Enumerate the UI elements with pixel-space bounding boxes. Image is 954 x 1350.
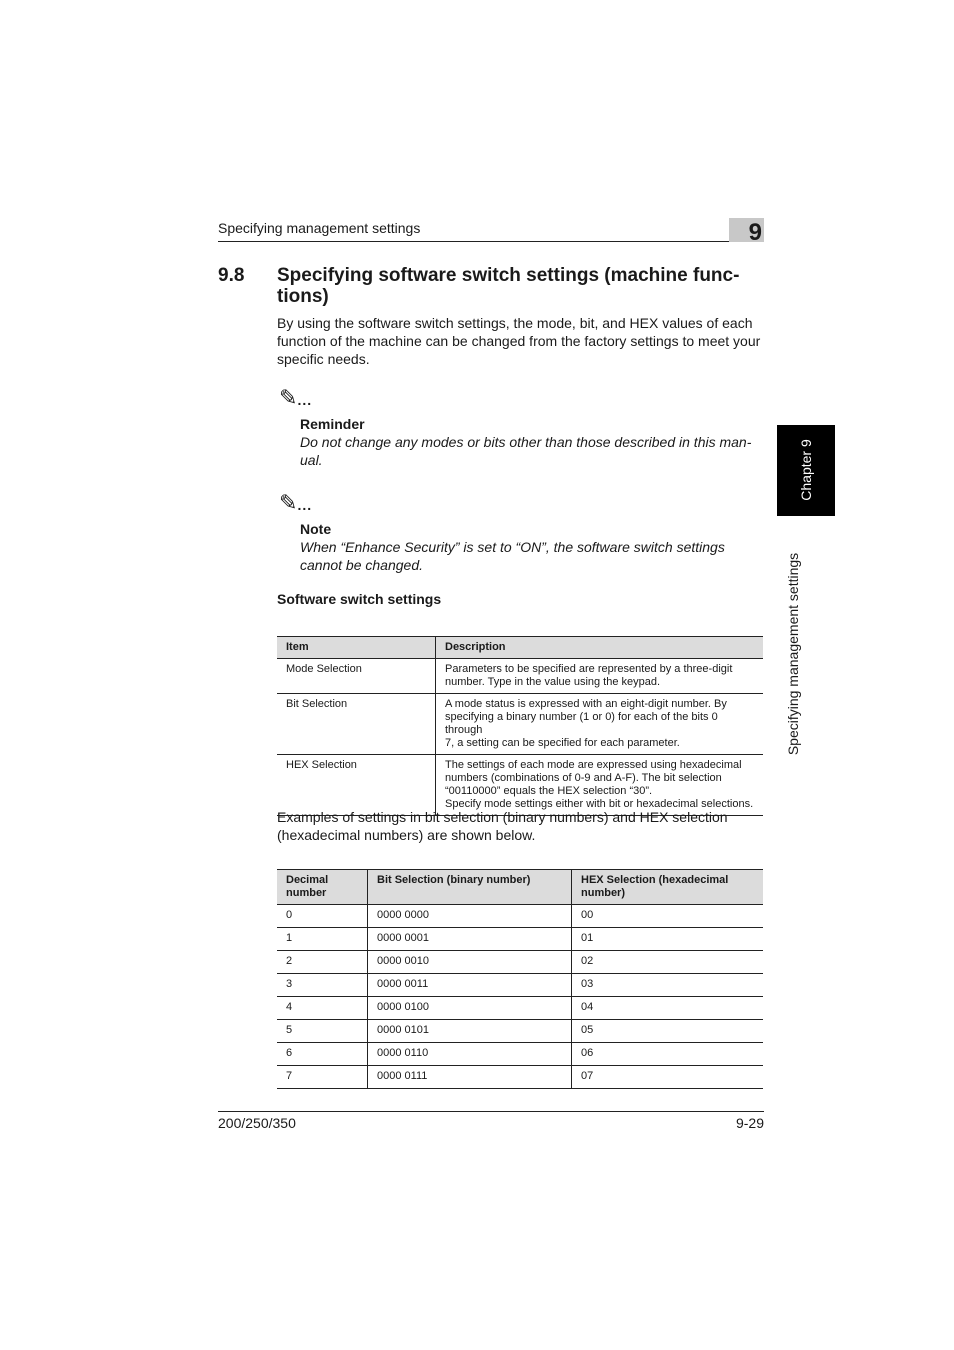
description-line: 7, a setting can be specified for each parameter. bbox=[445, 737, 680, 749]
item-cell: Mode Selection bbox=[277, 659, 436, 694]
column-header-hex: HEX Selection (hexadecimal number) bbox=[572, 870, 764, 905]
intro-paragraph: By using the software switch settings, the mode, bit, and HEX values of each function of the machine can be changed from the factory settings to meet your specific needs. bbox=[277, 315, 761, 367]
switch-settings-table bbox=[277, 636, 763, 816]
table-row bbox=[277, 659, 763, 694]
pencil-icon: ✎ bbox=[279, 385, 298, 410]
table-heading: Software switch settings bbox=[277, 591, 442, 607]
reminder-text: Do not change any modes or bits other than those described in this man-ual. bbox=[300, 434, 752, 468]
description-line: number. Type in the value using the keypad. bbox=[445, 676, 661, 688]
table-row bbox=[277, 755, 763, 816]
note-icon-group bbox=[279, 492, 312, 515]
table-row: 0 0000 0000 00 bbox=[277, 905, 763, 928]
section-number: 9.8 bbox=[218, 265, 245, 286]
note-label: Note bbox=[300, 521, 332, 537]
column-header-decimal: Decimal number bbox=[277, 870, 368, 905]
footer-model: 200/250/350 bbox=[218, 1115, 296, 1131]
column-header-item: Item bbox=[277, 637, 436, 659]
description-cell bbox=[436, 755, 764, 816]
side-section-label: Specifying management settings bbox=[785, 552, 801, 756]
description-line: The settings of each mode are expressed using hexadecimal bbox=[445, 759, 742, 771]
reminder-label: Reminder bbox=[300, 416, 365, 432]
reminder-dots: ... bbox=[297, 392, 313, 408]
table-row: 6 0000 0110 06 bbox=[277, 1043, 763, 1066]
table-row: 1 0000 0001 01 bbox=[277, 928, 763, 951]
footer-rule bbox=[218, 1111, 764, 1112]
note-text: When “Enhance Security” is set to “ON”, the software switch settings cannot be changed. bbox=[300, 539, 725, 573]
description-line: A mode status is expressed with an eight-digit number. By bbox=[445, 698, 727, 710]
item-cell: HEX Selection bbox=[277, 755, 436, 816]
examples-table bbox=[277, 869, 763, 1089]
note-dots: ... bbox=[297, 497, 313, 513]
description-line: Parameters to be specified are represented by a three-digit bbox=[445, 663, 733, 675]
running-header: Specifying management settings bbox=[218, 220, 421, 236]
description-line: numbers (combinations of 0-9 and A-F). The bit selection bbox=[445, 772, 722, 784]
table-row: 7 0000 0111 07 bbox=[277, 1066, 763, 1089]
column-header-bit: Bit Selection (binary number) bbox=[368, 870, 572, 905]
description-cell bbox=[436, 694, 764, 755]
footer-page-number: 9-29 bbox=[735, 1115, 764, 1131]
table-row: 2 0000 0010 02 bbox=[277, 951, 763, 974]
column-header-description: Description bbox=[436, 637, 764, 659]
pencil-icon: ✎ bbox=[279, 490, 298, 515]
examples-paragraph: Examples of settings in bit selection (binary numbers) and HEX selection (hexadecimal numbers) are shown below. bbox=[277, 809, 728, 843]
table-row: 5 0000 0101 05 bbox=[277, 1020, 763, 1043]
table-row bbox=[277, 694, 763, 755]
reminder-icon-group bbox=[279, 387, 312, 410]
section-title: Specifying software switch settings (machine func-tions) bbox=[277, 265, 740, 307]
description-line: “00110000” equals the HEX selection “30”. bbox=[445, 785, 653, 797]
header-rule bbox=[218, 241, 764, 242]
item-cell: Bit Selection bbox=[277, 694, 436, 755]
description-cell bbox=[436, 659, 764, 694]
table-row: 3 0000 0011 03 bbox=[277, 974, 763, 997]
chapter-number-box: 9 bbox=[729, 218, 764, 242]
side-chapter-label: Chapter 9 bbox=[798, 439, 814, 501]
description-line: specifying a binary number (1 or 0) for each of the bits 0 through bbox=[445, 711, 718, 736]
table-row: 4 0000 0100 04 bbox=[277, 997, 763, 1020]
description-line: Specify mode settings either with bit or hexadecimal selections. bbox=[445, 798, 754, 810]
